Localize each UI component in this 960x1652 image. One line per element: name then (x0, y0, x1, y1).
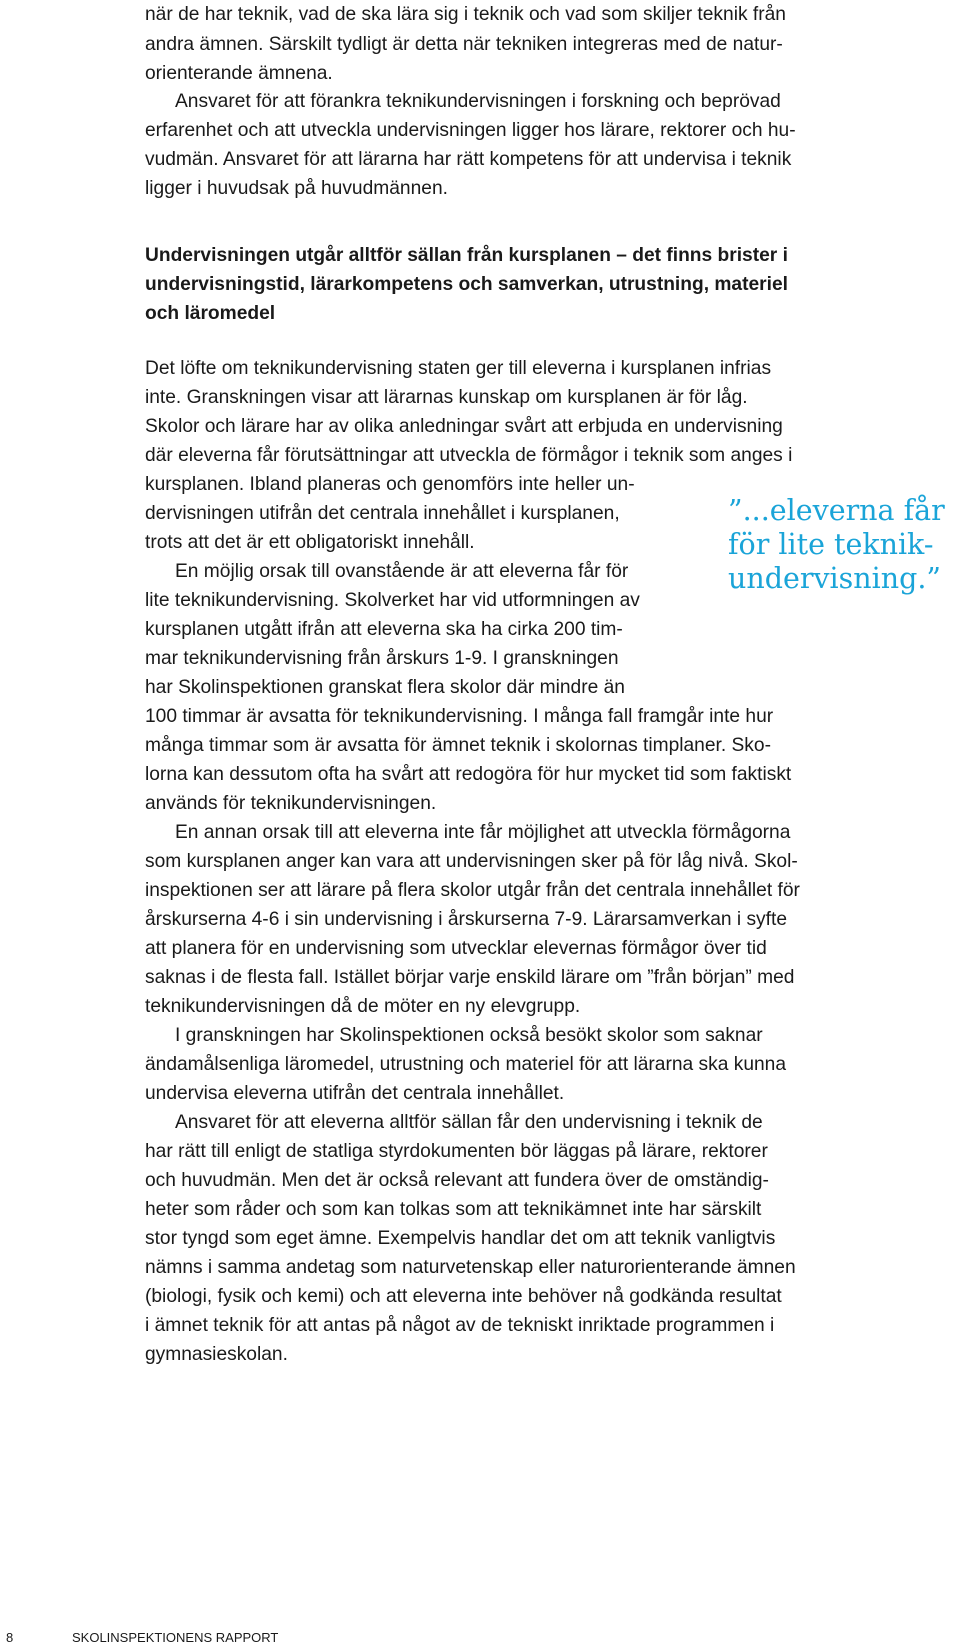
body-line: dervisningen utifrån det centrala innehållet i kursplanen, (145, 503, 620, 524)
body-line: En möjlig orsak till ovanstående är att eleverna får för (175, 561, 629, 582)
intro-line: andra ämnen. Särskilt tydligt är detta när tekniken integreras med de natur- (145, 33, 783, 55)
intro-line: när de har teknik, vad de ska lära sig i teknik och vad som skiljer teknik från (145, 4, 786, 25)
body-line: ändamålsenliga läromedel, utrustning och materiel för att lärarna ska kunna (145, 1054, 787, 1075)
body-line: där eleverna får förutsättningar att utveckla de förmågor i teknik som anges i (145, 445, 793, 466)
body-line: heter som råder och som kan tolkas som att teknikämnet inte har särskilt (145, 1199, 762, 1220)
body-line: inspektionen ser att lärare på flera skolor utgår från det centrala innehållet för (145, 880, 800, 901)
report-title-footer: SKOLINSPEKTIONENS RAPPORT (72, 1630, 279, 1645)
body-line: Ansvaret för att eleverna alltför sällan får den undervisning i teknik de (175, 1112, 763, 1133)
heading-line: och läromedel (145, 303, 276, 324)
body-line: nämns i samma andetag som naturvetenskap eller naturorienterande ämnen (145, 1257, 796, 1278)
pull-quote-line: ”...eleverna får (728, 494, 945, 527)
body-line: (biologi, fysik och kemi) och att eleverna inte behöver nå godkända resultat (145, 1286, 782, 1307)
body-line: och huvudmän. Men det är också relevant att fundera över de omständig- (145, 1170, 769, 1191)
body-line: har Skolinspektionen granskat flera skolor där mindre än (145, 677, 625, 698)
intro-line: Ansvaret för att förankra teknikundervisningen i forskning och beprövad (175, 91, 781, 112)
body-line: i ämnet teknik för att antas på något av de tekniskt inriktade programmen i (145, 1315, 775, 1336)
pull-quote (728, 494, 945, 596)
body-line: stor tyngd som eget ämne. Exempelvis handlar det om att teknik vanligtvis (145, 1228, 776, 1249)
body-line: I granskningen har Skolinspektionen också besökt skolor som saknar (175, 1025, 763, 1046)
body-line: kursplanen. Ibland planeras och genomförs inte heller un- (145, 474, 635, 495)
intro-line: vudmän. Ansvaret för att lärarna har rätt kompetens för att undervisa i teknik (145, 149, 792, 170)
body-line: Det löfte om teknikundervisning staten ger till eleverna i kursplanen infrias (145, 358, 772, 379)
body-line: gymnasieskolan. (145, 1344, 288, 1365)
body-line: Skolor och lärare har av olika anledningar svårt att erbjuda en undervisning (145, 416, 783, 437)
body-line: många timmar som är avsatta för ämnet teknik i skolornas timplaner. Sko- (145, 735, 771, 756)
page-number: 8 (6, 1630, 14, 1645)
pull-quote-line: för lite teknik- (728, 528, 934, 561)
body-line: teknikundervisningen då de möter en ny elevgrupp. (145, 996, 581, 1017)
body-line: har rätt till enligt de statliga styrdokumenten bör läggas på lärare, rektorer (145, 1141, 768, 1162)
body-line: används för teknikundervisningen. (145, 793, 437, 814)
intro-line: orienterande ämnena. (145, 63, 333, 84)
body-line: som kursplanen anger kan vara att undervisningen sker på för låg nivå. Skol- (145, 851, 798, 872)
body-line: undervisa eleverna utifrån det centrala innehållet. (145, 1083, 565, 1104)
body-line: inte. Granskningen visar att lärarnas kunskap om kursplanen är för låg. (145, 387, 748, 408)
body-line: mar teknikundervisning från årskurs 1-9. I granskningen (145, 648, 619, 669)
body-line: lorna kan dessutom ofta ha svårt att redogöra för hur mycket tid som faktiskt (145, 764, 792, 785)
body-line: lite teknikundervisning. Skolverket har vid utformningen av (145, 590, 640, 611)
heading-line: undervisningstid, lärarkompetens och samverkan, utrustning, materiel (145, 274, 788, 295)
body-line: En annan orsak till att eleverna inte får möjlighet att utveckla förmågorna (175, 822, 791, 843)
heading-line: Undervisningen utgår alltför sällan från kursplanen – det finns brister i (145, 245, 788, 266)
body-line: att planera för en undervisning som utvecklar elevernas förmågor över tid (145, 938, 767, 959)
body-line: saknas i de flesta fall. Istället börjar varje enskild lärare om ”från början” med (145, 967, 795, 988)
body-line: trots att det är ett obligatoriskt innehåll. (145, 532, 475, 553)
body-line: årskurserna 4-6 i sin undervisning i årskurserna 7-9. Lärarsamverkan i syfte (145, 909, 787, 930)
intro-line: erfarenhet och att utveckla undervisningen ligger hos lärare, rektorer och hu- (145, 120, 796, 141)
intro-line: ligger i huvudsak på huvudmännen. (145, 178, 448, 199)
body-line: 100 timmar är avsatta för teknikundervisning. I många fall framgår inte hur (145, 706, 774, 727)
pull-quote-line: undervisning.” (728, 562, 941, 595)
body-line: kursplanen utgått ifrån att eleverna ska ha cirka 200 tim- (145, 619, 623, 640)
